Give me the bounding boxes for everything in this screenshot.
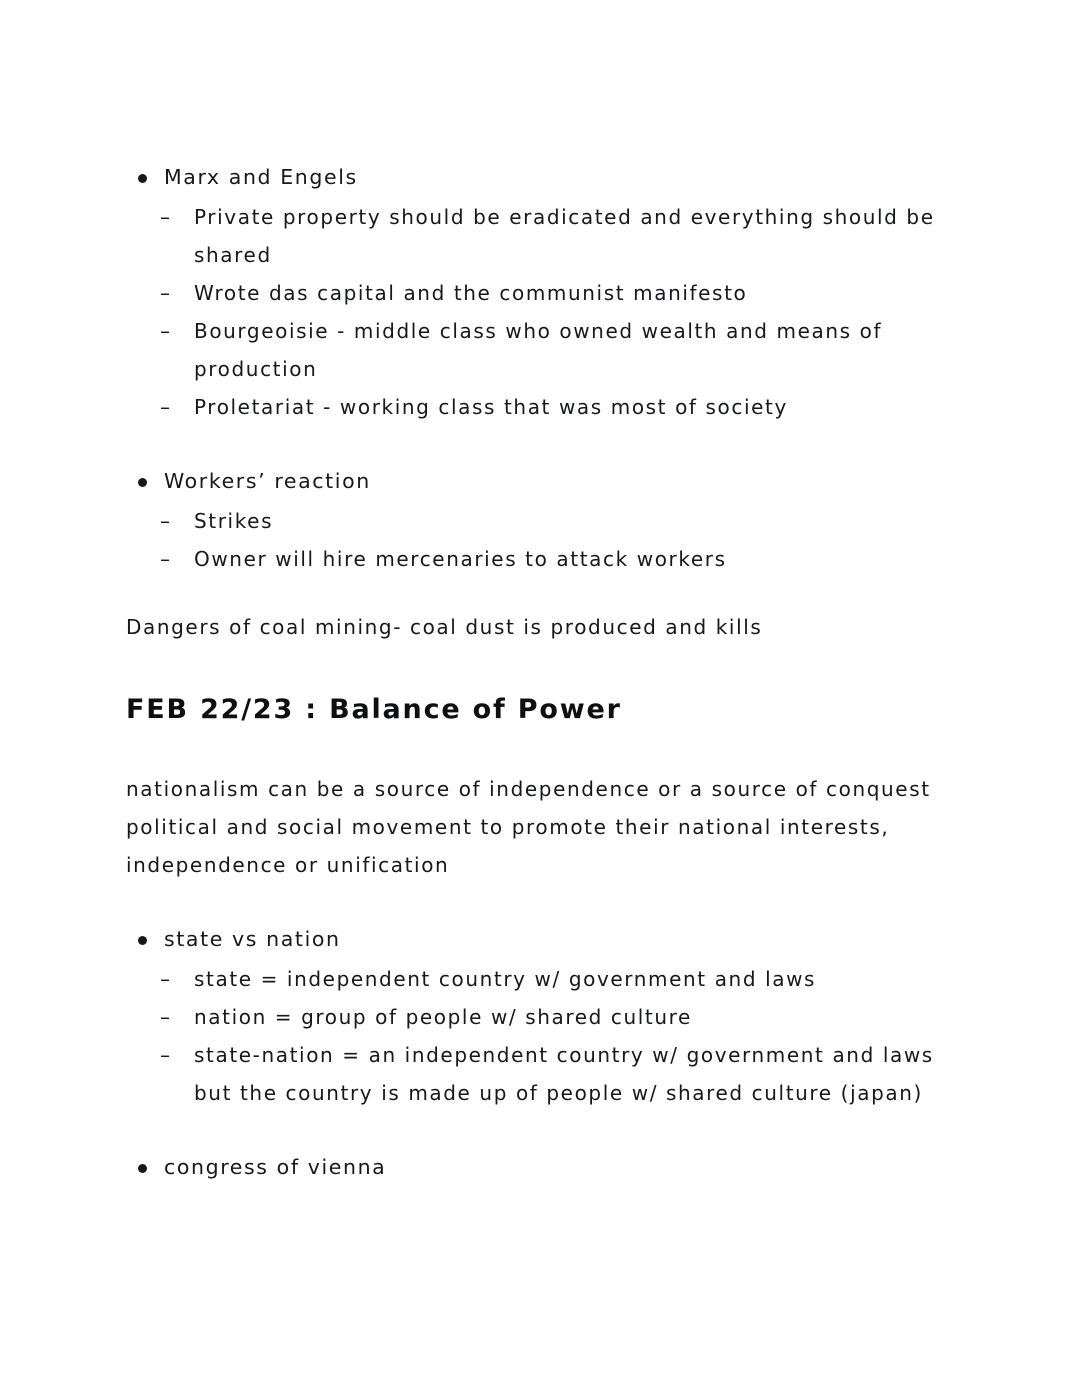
sublist-marx-and-engels [126,198,956,426]
bullet-label: state vs nation [164,927,341,951]
section-congress-of-vienna [126,1148,956,1186]
spacer [126,1112,956,1148]
bullet-label: congress of vienna [164,1155,387,1179]
section-marx-and-engels [126,158,956,196]
dash-marker-icon: – [160,967,172,991]
section-state-vs-nation [126,920,956,958]
intro-paragraph [126,770,956,884]
bullet-dot-icon [138,1164,147,1173]
dash-marker-icon: – [160,395,172,419]
list-item [126,388,956,426]
bullet-dot-icon [138,478,147,487]
dash-marker-icon: – [160,509,172,533]
paragraph-line: independence or unification [126,853,450,877]
bullet-item [126,158,956,196]
list-item [126,312,956,388]
spacer [126,884,956,920]
bullet-item [126,1148,956,1186]
list-item-text: Private property should be eradicated and everything should be shared [194,205,935,267]
section-workers-reaction [126,462,956,500]
list-item-text: Owner will hire mercenaries to attack workers [194,547,727,571]
list-item [126,1036,956,1112]
bullet-dot-icon [138,936,147,945]
note-line-wrapper [126,608,956,646]
bullet-item [126,920,956,958]
bullet-item [126,462,956,500]
list-item [126,540,956,578]
list-item [126,960,956,998]
dash-marker-icon: – [160,319,172,343]
paragraph-line: nationalism can be a source of independence or a source of conquest [126,777,931,801]
list-item-text: Strikes [194,509,274,533]
bullet-dot-icon [138,174,147,183]
list-item-text: Wrote das capital and the communist manifesto [194,281,748,305]
list-item-text: Bourgeoisie - middle class who owned wealth and means of production [194,319,883,381]
list-item [126,998,956,1036]
coal-mining-note: Dangers of coal mining- coal dust is produced and kills [126,615,763,639]
dash-marker-icon: – [160,205,172,229]
notes-content [126,158,956,1188]
list-item-text: state-nation = an independent country w/ government and laws but the country is made up of people w/ shared culture (japan) [194,1043,934,1105]
spacer [126,426,956,462]
list-item [126,502,956,540]
heading-block [126,690,956,730]
page-title: FEB 22/23 : Balance of Power [126,694,622,725]
list-item-text: state = independent country w/ government and laws [194,967,817,991]
bullet-label: Marx and Engels [164,165,358,189]
dash-marker-icon: – [160,1043,172,1067]
paragraph-line: political and social movement to promote their national interests, [126,815,890,839]
list-item-text: Proletariat - working class that was most of society [194,395,788,419]
list-item-text: nation = group of people w/ shared culture [194,1005,692,1029]
sublist-state-vs-nation [126,960,956,1112]
sublist-workers-reaction [126,502,956,578]
bullet-label: Workers’ reaction [164,469,371,493]
dash-marker-icon: – [160,281,172,305]
list-item [126,198,956,274]
dash-marker-icon: – [160,1005,172,1029]
dash-marker-icon: – [160,547,172,571]
list-item [126,274,956,312]
